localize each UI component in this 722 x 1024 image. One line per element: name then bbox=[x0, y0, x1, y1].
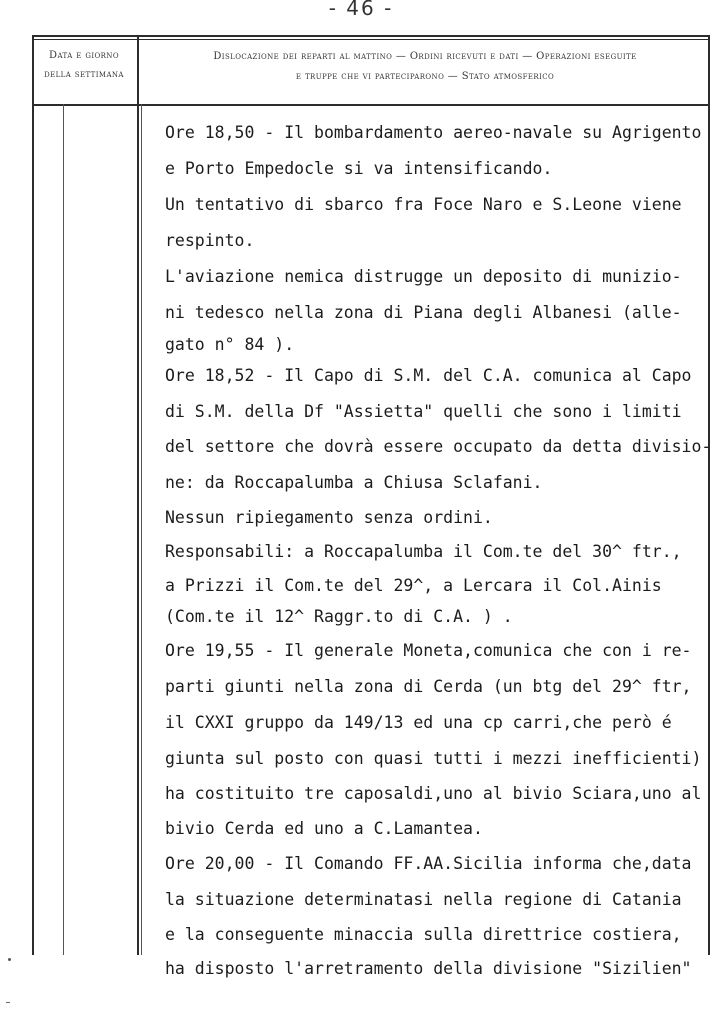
header-date-line-2: della settimana bbox=[44, 69, 124, 80]
header-date-column bbox=[34, 46, 134, 84]
text-line: Un tentativo di sbarco fra Foce Naro e S.Leone viene bbox=[165, 195, 682, 214]
header-description-line-2: e truppe che vi parteciparono — Stato atmosferico bbox=[295, 71, 555, 82]
date-sub-column-line bbox=[63, 104, 64, 955]
text-line: ha disposto l'arretramento della divisione "Sizilien" bbox=[165, 959, 692, 978]
frame-top-inner-line bbox=[32, 39, 710, 40]
column-separator-date bbox=[137, 35, 139, 955]
text-line: Nessun ripiegamento senza ordini. bbox=[165, 508, 493, 527]
text-line: parti giunti nella zona di Cerda (un btg del 29^ ftr, bbox=[165, 677, 692, 696]
text-line: giunta sul posto con quasi tutti i mezzi inefficienti) bbox=[165, 749, 702, 768]
text-line: bivio Cerda ed uno a C.Lamantea. bbox=[165, 819, 483, 838]
text-line: Ore 18,50 - Il bombardamento aereo-navale su Agrigento bbox=[165, 123, 702, 142]
header-bottom-line bbox=[32, 104, 710, 106]
scan-speck bbox=[8, 958, 11, 961]
text-line: Ore 20,00 - Il Comando FF.AA.Sicilia informa che,data bbox=[165, 854, 692, 873]
text-line: gato n° 84 ). bbox=[165, 335, 295, 354]
header-description-column bbox=[150, 47, 700, 87]
page-number: - 46 - bbox=[328, 0, 394, 20]
text-line: di S.M. della Df "Assietta" quelli che sono i limiti bbox=[165, 402, 682, 421]
text-line: e la conseguente minaccia sulla direttrice costiera, bbox=[165, 925, 682, 944]
text-line: Responsabili: a Roccapalumba il Com.te del 30^ ftr., bbox=[165, 542, 682, 561]
header-description-line-1: Dislocazione dei reparti al mattino — Ordini ricevuti e dati — Operazioni eseguite bbox=[213, 51, 637, 62]
frame-top-line bbox=[32, 35, 710, 37]
text-line: il CXXI gruppo da 149/13 ed una cp carri,che però é bbox=[165, 713, 672, 732]
frame-left-line bbox=[32, 35, 34, 955]
text-line: Ore 19,55 - Il generale Moneta,comunica che con i re- bbox=[165, 641, 692, 660]
header-date-line-1: Data e giorno bbox=[49, 50, 119, 61]
text-line: L'aviazione nemica distrugge un deposito di munizio- bbox=[165, 267, 682, 286]
frame-right-line bbox=[708, 35, 710, 955]
text-line: la situazione determinatasi nella regione di Catania bbox=[165, 890, 682, 909]
text-line: (Com.te il 12^ Raggr.to di C.A. ) . bbox=[165, 607, 513, 626]
text-line: ha costituito tre caposaldi,uno al bivio Sciara,uno al bbox=[165, 784, 702, 803]
text-line: ne: da Roccapalumba a Chiusa Sclafani. bbox=[165, 473, 543, 492]
text-line: Ore 18,52 - Il Capo di S.M. del C.A. comunica al Capo bbox=[165, 366, 692, 385]
text-line: respinto. bbox=[165, 231, 255, 250]
column-separator-date-inner bbox=[141, 104, 142, 955]
scan-speck bbox=[6, 1002, 10, 1003]
text-line: ni tedesco nella zona di Piana degli Albanesi (alle- bbox=[165, 303, 682, 322]
text-line: del settore che dovrà essere occupato da detta divisio- bbox=[165, 437, 712, 456]
text-line: a Prizzi il Com.te del 29^, a Lercara il Col.Ainis bbox=[165, 576, 662, 595]
text-line: e Porto Empedocle si va intensificando. bbox=[165, 159, 553, 178]
